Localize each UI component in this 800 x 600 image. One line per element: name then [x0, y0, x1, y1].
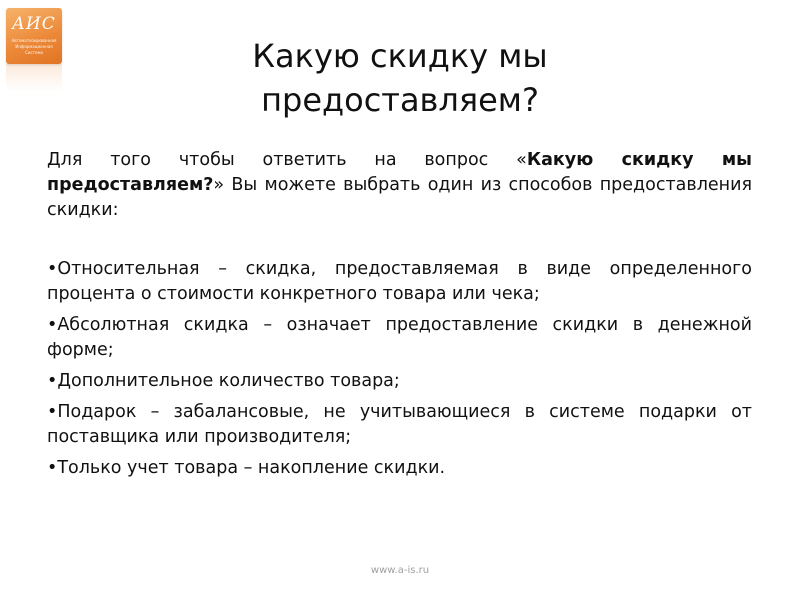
logo-reflection	[6, 64, 62, 92]
logo-mark: АИС	[12, 14, 56, 34]
bullet-accounting-only: •Только учет товара – накопление скидки.	[47, 458, 446, 478]
intro-question: Какую скидку мы предоставляем?	[47, 150, 752, 195]
intro-text-before: Для того чтобы ответить на вопрос «	[47, 150, 527, 170]
bullet-gift: •Подарок – забалансовые, не учитывающиеся в системе подарки от поставщика или производителя;	[47, 402, 752, 447]
intro-text-after: » Вы можете выбрать один из способов предоставления скидки:	[47, 175, 752, 220]
slide-body	[47, 148, 752, 487]
bullet-absolute-discount: •Абсолютная скидка – означает предоставление скидки в денежной форме;	[47, 315, 752, 360]
company-logo	[6, 8, 62, 64]
footer-url: www.a-is.ru	[370, 565, 430, 576]
bullet-relative-discount: •Относительная – скидка, предоставляемая в виде определенного процента о стоимости конкретного товара или чека;	[47, 259, 752, 304]
bullet-extra-goods: •Дополнительное количество товара;	[47, 371, 400, 391]
intro-paragraph	[47, 148, 752, 223]
slide-title-line-1: Какую скидку мы	[252, 37, 548, 75]
logo-subtitle: Автоматизированная Информационная Система	[11, 38, 57, 55]
slide-title-line-2: предоставляем?	[261, 81, 539, 119]
slide-title	[100, 34, 700, 122]
